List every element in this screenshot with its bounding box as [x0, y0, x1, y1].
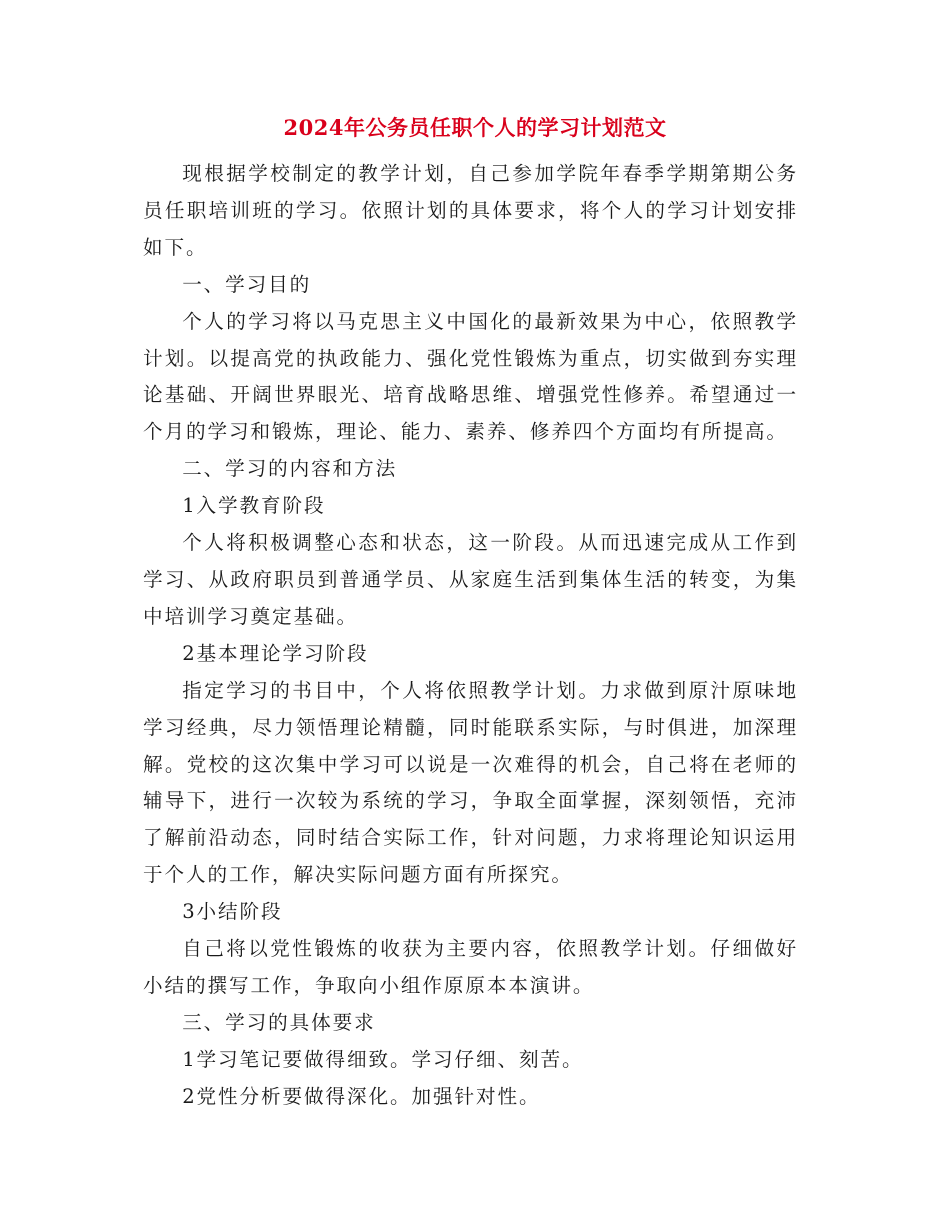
intro-paragraph: 现根据学校制定的教学计划，自己参加学院年春季学期第期公务员任职培训班的学习。依照计划的具体要求，将个人的学习计划安排如下。 — [143, 162, 798, 259]
subheading-theory: 2基本理论学习阶段 — [182, 641, 369, 665]
summary-paragraph: 自己将以党性锻炼的收获为主要内容，依照教学计划。仔细做好小结的撰写工作，争取向小组作原原本本演讲。 — [143, 937, 798, 997]
requirement-item: 2党性分析要做得深化。加强针对性。 — [182, 1084, 541, 1108]
orientation-paragraph: 个人将积极调整心态和状态，这一阶段。从而迅速完成从工作到学习、从政府职员到普通学员、从家庭生活到集体生活的转变，为集中培训学习奠定基础。 — [143, 531, 798, 628]
section-heading-requirements: 三、学习的具体要求 — [182, 1010, 376, 1034]
document-title: 2024年公务员任职个人的学习计划范文 — [283, 115, 667, 140]
theory-paragraph: 指定学习的书目中，个人将依照教学计划。力求做到原汁原味地学习经典，尽力领悟理论精髓，同时能联系实际，与时俱进，加深理解。党校的这次集中学习可以说是一次难得的机会，自己将在老师的辅导下，进行一次较为系统的学习，争取全面掌握，深刻领悟，充沛了解前沿动态，同时结合实际工作，针对问题，力求将理论知识运用于个人的工作，解决实际问题方面有所探究。 — [143, 678, 798, 887]
section-heading-purpose: 一、学习目的 — [182, 272, 312, 296]
section-heading-content: 二、学习的内容和方法 — [182, 457, 398, 481]
purpose-paragraph: 个人的学习将以马克思主义中国化的最新效果为中心，依照教学计划。以提高党的执政能力、强化党性锻炼为重点，切实做到夯实理论基础、开阔世界眼光、培育战略思维、增强党性修养。希望通过一个月的学习和锻炼，理论、能力、素养、修养四个方面均有所提高。 — [143, 309, 798, 444]
document-body — [143, 156, 798, 1116]
subheading-orientation: 1入学教育阶段 — [182, 494, 326, 518]
subheading-summary: 3小结阶段 — [182, 900, 283, 924]
requirement-item: 1学习笔记要做得细致。学习仔细、刻苦。 — [182, 1047, 584, 1071]
